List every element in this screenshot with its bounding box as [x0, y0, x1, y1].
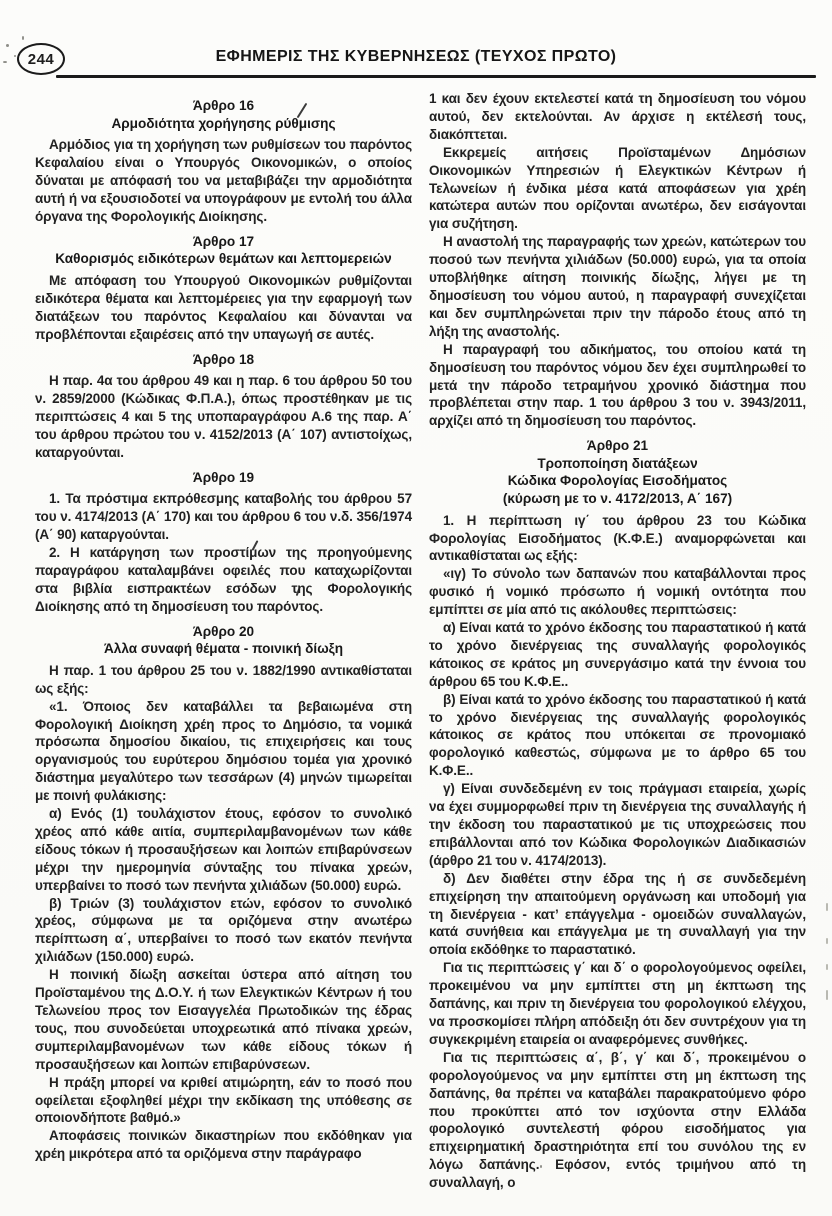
paragraph: Για τις περιπτώσεις γ΄ και δ΄ ο φορολογούμενος οφείλει, προκειμένου να μην εμπίπτει στη μη έκπτωση της δαπάνης, και πριν τη διενέργεια του φορολογικού ελέγχου, να προσκομίσει πλήρη απόδειξη ότι δεν συντρέχουν για τη συγκεκριμένη εταιρεία οι αναφερόμενες συνθήκες.	[429, 960, 806, 1047]
paragraph: «1. Όποιος δεν καταβάλλει τα βεβαιωμένα στη Φορολογική Διοίκηση χρέη προς το Δημόσιο, τα νομικά πρόσωπα δημοσίου δικαίου, τις επιχειρήσεις και τους οργανισμούς του ευρύτερου δημόσιου τομέα για χρονικό διάστημα μεγαλύτερο των τεσσάρων (4) μηνών τιμωρείται με ποινή φυλάκισης:	[35, 698, 412, 804]
heading-line: Τροποποίηση διατάξεων	[537, 455, 698, 471]
scan-edge-mark	[826, 964, 828, 970]
article-heading	[35, 623, 412, 658]
heading-line: Άρθρο 19	[192, 469, 255, 485]
page-number: 244	[27, 50, 55, 68]
article-heading	[429, 437, 806, 507]
heading-line: Άρθρο 18	[192, 351, 255, 367]
page-number-badge	[17, 43, 65, 75]
heading-line: (κύρωση με το ν. 4172/2013, Α΄ 167)	[502, 491, 733, 506]
heading-line: Άρθρο 16	[192, 98, 255, 113]
scan-speckle	[6, 44, 9, 47]
article-heading	[35, 469, 412, 487]
heading-line: Καθορισμός ειδικότερων θεμάτων και λεπτομερειών	[55, 251, 392, 267]
paragraph: Η αναστολή της παραγραφής των χρεών, κατώτερων του ποσού των πενήντα χιλιάδων (50.000) ευρώ, για τα οποία υποβλήθηκε αίτηση ποινικής δίωξης, λήγει με τη δημοσίευση του νόμου αυτού, η παραγραφή συνεχίζεται και δεν συμπληρώνεται πριν την πάροδο έτους από τη λήξη της αναστολής.	[429, 234, 806, 339]
paragraph: γ) Είναι συνδεδεμένη εν τοις πράγμασι εταιρεία, χωρίς να έχει συμμορφωθεί πριν τη διενέργεια της συναλλαγής ή την έκδοση του παραστατικού με τις υποχρεώσεις που επιβάλλονται από τον Κώδικα Φορολογικών Διαδικασιών (άρθρο 21 του ν. 4174/2013).	[429, 781, 806, 868]
paragraph: Η πράξη μπορεί να κριθεί ατιμώρητη, εάν το ποσό που οφείλεται εξοφληθεί μέχρι την εκδίκαση της υπόθεσης σε οποιονδήποτε βαθμό.»	[35, 1074, 412, 1126]
heading-line: Άλλα συναφή θέματα - ποινική δίωξη	[103, 641, 344, 657]
article-heading	[35, 351, 412, 369]
paragraph: β) Τριών (3) τουλάχιστον ετών, εφόσον το συνολικό χρέος, σύμφωνα με τα οριζόμενα στην ανωτέρω περίπτωση α΄, υπερβαίνει το ποσό των εκατόν πενήντα χιλιάδων (150.000) ευρώ.	[35, 895, 412, 965]
heading-line: Άρθρο 20	[192, 623, 255, 639]
heading-line: Άρθρο 17	[192, 233, 255, 249]
paragraph: α) Ενός (1) τουλάχιστον έτους, εφόσον το συνολικό χρέος από κάθε αιτία, συμπεριλαμβανομένων των κάθε είδους τόκων ή προσαυξήσεων και λοιπών επιβαρύνσεων μέχρι την ημερομηνία σύνταξης του πίνακα χρεών, υπερβαίνει το ποσό των πενήντα χιλιάδων (50.000) ευρώ.	[35, 806, 412, 893]
heading-line: Αρμοδιότητα χορήγησης ρύθμισης	[111, 115, 336, 131]
paragraph: Για τις περιπτώσεις α΄, β΄, γ΄ και δ΄, προκειμένου ο φορολογούμενος να μην εμπίπτει στη μη έκπτωση της δαπάνης, θα πρέπει να καταβάλει παρακρατούμενο φόρο που προκύπτει από τον ισχύοντα στην Ελλάδα φορολογικό συντελεστή φόρου εισοδήματος για επιχειρηματική δραστηριότητα επί του συνόλου της εν λόγω δαπάνης. Εφόσον, εντός τριμήνου από τη συναλλαγή, ο	[429, 1049, 806, 1191]
scan-speckle	[14, 55, 16, 57]
left-column	[35, 90, 412, 1192]
header-divider	[56, 75, 816, 78]
paragraph: Αποφάσεις ποινικών δικαστηρίων που εκδόθηκαν για χρέη μικρότερα από τα οριζόμενα στην παράγραφο	[35, 1128, 412, 1162]
paragraph: 1. Η περίπτωση ιγ΄ του άρθρου 23 του Κώδικα Φορολογίας Εισοδήματος (Κ.Φ.Ε.) αναμορφώνεται και αντικαθίσταται ως εξής:	[429, 512, 806, 564]
paragraph: Εκκρεμείς αιτήσεις Προϊσταμένων Δημόσιων Οικονομικών Υπηρεσιών ή Ελεγκτικών Κέντρων ή Τελωνείων ή ένδικα μέσα κατά αποφάσεων για χρέη κατώτερα αυτών που ορίζονται ανωτέρω, δεν εισάγονται για συζήτηση.	[429, 144, 806, 232]
scan-edge-mark	[826, 990, 828, 1000]
paragraph: Η παρ. 1 του άρθρου 25 του ν. 1882/1990 αντικαθίσταται ως εξής:	[35, 662, 412, 696]
scan-edge-mark	[826, 903, 828, 911]
paragraph: 1 και δεν έχουν εκτελεστεί κατά τη δημοσίευση του νόμου αυτού, δεν εκτελούνται. Αν άρχισε η εκτέλεσή τους, διακόπτεται.	[429, 91, 806, 142]
scan-edge-mark	[826, 938, 828, 944]
paragraph: α) Είναι κατά το χρόνο έκδοσης του παραστατικού ή κατά το χρόνο διενέργειας της συναλλαγής φορολογικός κάτοικος σε κράτος μη συνεργάσιμο κατά την έννοια του άρθρου 65 του Κ.Φ.Ε..	[429, 620, 806, 689]
paragraph: 2. Η κατάργηση των προστίμων της προηγούμενης παραγράφου καταλαμβάνει οφειλές που καταχωρίζονται στα βιβλία εισπρακτέων εσόδων της Φορολογικής Διοίκησης από τη δημοσίευση του παρόντος.	[35, 544, 412, 614]
paragraph: β) Είναι κατά το χρόνο έκδοσης του παραστατικού ή κατά το χρόνο διενέργειας της συναλλαγής φορολογικός κάτοικος σε κράτος που υπόκειται σε προνομιακό φορολογικό καθεστώς, σύμφωνα με το άρθρο 65 του Κ.Φ.Ε..	[429, 691, 806, 779]
paragraph: Η ποινική δίωξη ασκείται ύστερα από αίτηση του Προϊσταμένου της Δ.Ο.Υ. ή των Ελεγκτικών Κέντρων ή του Τελωνείου προς τον Εισαγγελέα Πρωτοδικών της έδρας τους, που συνοδεύεται υποχρεωτικά από πίνακα χρεών, συμπεριλαμβανομένων των κάθε είδους τόκων ή προσαυξήσεων και λοιπών επιβαρύνσεων.	[35, 967, 412, 1072]
paragraph: Η παρ. 4α του άρθρου 49 και η παρ. 6 του άρθρου 50 του ν. 2859/2000 (Κώδικας Φ.Π.Α.), όπως προστέθηκαν με τις περιπτώσεις 4 και 5 της υποπαραγράφου Α.6 της παρ. Α΄ του άρθρου πρώτου του ν. 4152/2013 (Α΄ 107) αντιστοίχως, καταργούνται.	[35, 373, 412, 460]
paragraph: «ιγ) Το σύνολο των δαπανών που καταβάλλονται προς φυσικό ή νομικό πρόσωπο ή νομική οντότητα που εμπίπτει σε μία από τις ακόλουθες περιπτώσεις:	[429, 566, 806, 618]
paragraph: δ) Δεν διαθέτει στην έδρα της ή σε συνδεδεμένη επιχείρηση την απαιτούμενη οργάνωση και υποδομή για τη διενέργεια - κατ’ επάγγελμα - ομοειδών συναλλαγών, κατά συνήθεια και επάγγελμα με τη συναλλαγή για την οποία εκδόθηκε το παραστατικό.	[429, 870, 806, 958]
heading-line: Κώδικα Φορολογίας Εισοδήματος	[507, 473, 728, 489]
scan-speckle	[22, 36, 24, 40]
scan-speckle	[3, 61, 7, 63]
paragraph: Η παραγραφή του αδικήματος, του οποίου κατά τη δημοσίευση του παρόντος νόμου δεν έχει συμπληρωθεί το μετά την πάροδο τετραμήνου χρονικό διάστημα που προβλέπεται στην παρ. 1 του άρθρου 3 του ν. 3943/2011, αρχίζει από τη δημοσίευση του παρόντος.	[429, 341, 806, 429]
paragraph: 1. Τα πρόστιμα εκπρόθεσμης καταβολής του άρθρου 57 του ν. 4174/2013 (Α΄ 170) και του άρθρου 6 του ν.δ. 356/1974 (Α΄ 90) καταργούνται.	[35, 491, 412, 543]
heading-line: Άρθρο 21	[586, 438, 649, 454]
article-heading	[35, 97, 412, 132]
article-heading	[35, 233, 412, 268]
paragraph: Αρμόδιος για τη χορήγηση των ρυθμίσεων του παρόντος Κεφαλαίου είναι ο Υπουργός Οικονομικών, ο οποίος δύναται με απόφασή του να μεταβιβάζει την αρμοδιότητα αυτή ή να εξουσιοδοτεί να υπογράφουν με εντολή του άλλα όργανα της Φορολογικής Διοίκησης.	[35, 137, 412, 224]
right-column	[429, 90, 806, 1192]
paragraph: Με απόφαση του Υπουργού Οικονομικών ρυθμίζονται ειδικότερα θέματα και λεπτομέρειες για την εφαρμογή των διατάξεων του παρόντος Κεφαλαίου και δύνανται να προβλέπονται εξαιρέσεις από την υπαγωγή σε αυτές.	[35, 272, 412, 342]
document-body	[35, 90, 806, 1192]
page-title: ΕΦΗΜΕΡΙΣ ΤΗΣ ΚΥΒΕΡΝΗΣΕΩΣ (ΤΕΥΧΟΣ ΠΡΩΤΟ)	[215, 48, 617, 65]
